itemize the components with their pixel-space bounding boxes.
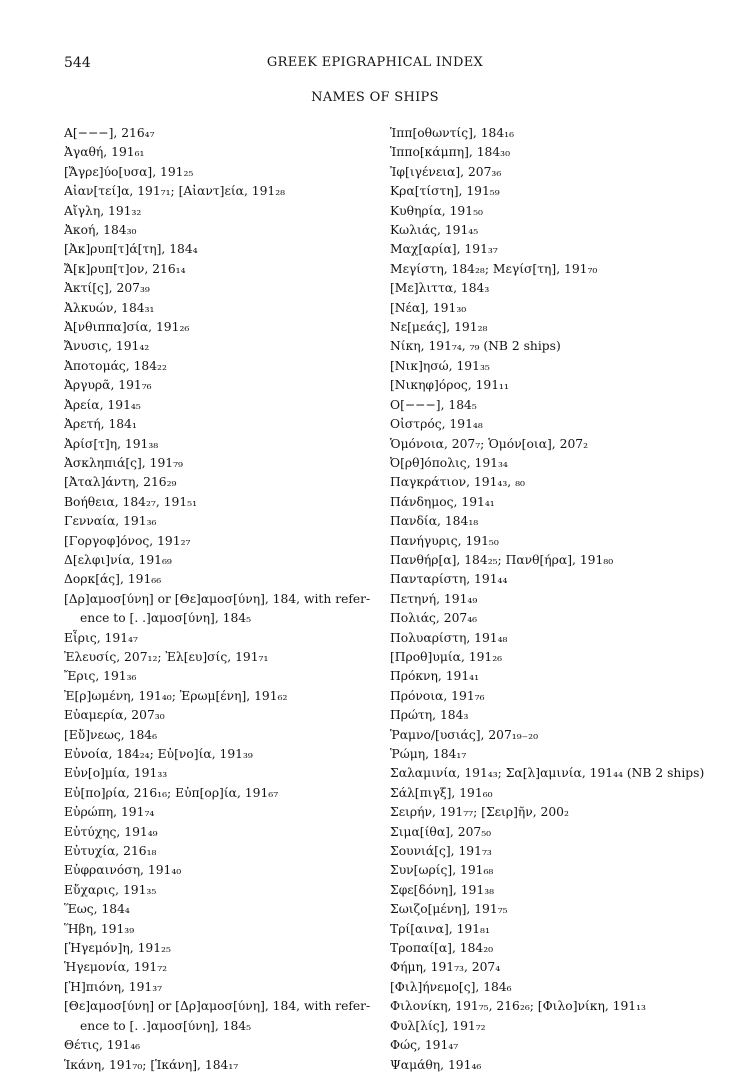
index-entry: Ἱκάνη, 191₇₀; [Ἱκάνη], 184₁₇ (64, 1057, 239, 1072)
index-entry: Αἴγλη, 191₃₂ (64, 203, 142, 218)
index-entry: Εὐνοία, 184₂₄; Εὐ[νο]ία, 191₃₉ (64, 747, 253, 761)
index-entry: Φιλονίκη, 191₇₅, 216₂₆; [Φιλο]νίκη, 191₁₃ (390, 999, 646, 1014)
index-entry: Συν[ωρίς], 191₆₈ (390, 863, 494, 878)
index-entry: Ἐ[ρ]ωμένη, 191₄₀; Ἐρωμ[ένη], 191₆₂ (64, 688, 288, 703)
index-entry: Ψαμάθη, 191₄₆ (390, 1057, 482, 1072)
index-entry: ence to [. .]αμοσ[ύνη], 184₅ (80, 1018, 252, 1033)
index-entry: Ἐλευσίς, 207₁₂; Ἐλ[ευ]σίς, 191₇₁ (64, 649, 269, 664)
index-entry: Πανδία, 184₁₈ (390, 514, 479, 529)
index-entry: Ἄνυσις, 191₄₂ (64, 339, 150, 354)
index-entry: Ἀποτομάς, 184₂₂ (64, 358, 167, 373)
index-entry: [Νέα], 191₃₀ (390, 300, 467, 315)
index-entry: Πανήγυρις, 191₅₀ (390, 533, 499, 548)
index-entry: Σάλ[πιγξ], 191₆₀ (390, 785, 493, 800)
index-entry: Πρόνοια, 191₇₆ (390, 688, 485, 703)
index-entry: Αἰαν[τεί]α, 191₇₁; [Αἰαντ]εία, 191₂₈ (64, 184, 286, 199)
index-entry: Βοήθεια, 184₂₇, 191₅₁ (64, 494, 198, 509)
index-entry: [Εὔ]νεως, 184₆ (64, 727, 158, 742)
index-entry: Πάνδημος, 191₄₁ (390, 494, 495, 509)
index-entry: Ἱππο[κάμπη], 184₃₀ (390, 145, 511, 160)
index-entry: Εὐαμερία, 207₃₀ (64, 708, 165, 723)
index-entry: Ἀρίσ[τ]η, 191₃₈ (64, 436, 159, 451)
index-entry: [Γοργοφ]όνος, 191₂₇ (64, 533, 191, 548)
index-entry: Τροπαί[α], 184₂₀ (390, 941, 494, 956)
index-entry: [Ἄγρε]ύο[υσα], 191₂₅ (64, 164, 194, 179)
index-entry: Πετηνή, 191₄₉ (390, 591, 478, 606)
index-entry: Θέτις, 191₄₆ (64, 1038, 141, 1053)
index-entry: [Ἀταλ]άντη, 216₂₉ (64, 475, 177, 490)
index-entry: [Νικηφ]όρος, 191₁₁ (390, 378, 509, 393)
index-entry: Σουνιά[ς], 191₇₃ (390, 844, 492, 859)
index-entry: Γενναία, 191₃₆ (64, 514, 157, 529)
index-entry: Ἥβη, 191₃₉ (64, 921, 135, 936)
index-entry: Ῥαμνο/[υσιάς], 207₁₉₋₂₀ (390, 727, 539, 742)
index-entry: Εὐρώπη, 191₇₄ (64, 805, 155, 820)
index-entry: Πολυαρίστη, 191₄₈ (390, 630, 508, 645)
index-entry: [Με]λιττα, 184₃ (390, 281, 490, 296)
index-entry: ence to [. .]αμοσ[ύνη], 184₅ (80, 611, 252, 626)
index-entry: Νίκη, 191₇₄, ₇₉ (NB 2 ships) (390, 339, 561, 354)
index-entry: Ο[−−−], 184₅ (390, 397, 477, 412)
index-entry: Ἀσκληπιά[ς], 191₇₉ (64, 455, 183, 470)
index-entry: Φυλ[λίς], 191₇₂ (390, 1018, 486, 1033)
index-entry: Ἀρετή, 184₁ (64, 417, 137, 432)
index-entry: Ἰφ[ιγένεια], 207₃₆ (390, 164, 502, 179)
index-entry: Φήμη, 191₇₃, 207₄ (390, 960, 501, 975)
index-entry: Δ[ελφι]νία, 191₆₉ (64, 552, 172, 567)
index-entry: Πολιάς, 207₄₆ (390, 611, 478, 626)
index-entry: [Νικ]ησώ, 191₃₅ (390, 358, 490, 373)
index-entry: Ὀ[ρθ]όπολις, 191₃₄ (390, 455, 508, 470)
index-entry: Ἀρεία, 191₄₅ (64, 397, 141, 412)
index-entry: Κρα[τίστη], 191₅₉ (390, 184, 500, 199)
index-entry: Ἀκτί[ς], 207₃₉ (64, 281, 150, 296)
index-entry: Νε[μεάς], 191₂₈ (390, 320, 488, 335)
index-entry: Σφε[δόνη], 191₃₈ (390, 882, 495, 897)
index-entry: [Προθ]υμία, 191₂₆ (390, 649, 503, 664)
page-number: 544 (64, 55, 91, 71)
index-entry: Ἀλκυών, 184₃₁ (64, 300, 155, 315)
index-entry: [Ἡ]πιόνη, 191₃₇ (64, 979, 163, 994)
index-entry: Σιμα[ίθα], 207₅₀ (390, 824, 492, 839)
index-entry: Σωιζο[μένη], 191₇₅ (390, 902, 508, 917)
index-entry: Ἀργυρᾶ, 191₇₆ (64, 378, 152, 393)
index-entry: Πρώτη, 184₃ (390, 708, 469, 723)
index-entry: Εὔχαρις, 191₃₅ (64, 882, 157, 897)
section-title: NAMES OF SHIPS (311, 90, 439, 105)
index-entry: Ἀγαθή, 191₆₁ (64, 145, 145, 160)
index-entry: Ἱππ[οθωντίς], 184₁₆ (390, 126, 515, 140)
index-entry: [Θε]αμοσ[ύνη] or [Δρ]αμοσ[ύνη], 184, with refer- (64, 999, 371, 1014)
index-entry: Ἀκοή, 184₃₀ (64, 223, 137, 238)
index-entry: Ἕως, 184₄ (64, 902, 130, 917)
index-entry: Σαλαμινία, 191₄₃; Σα[λ]αμινία, 191₄₄ (NB 2 ships) (390, 766, 705, 781)
index-entry: Εἶρις, 191₄₇ (64, 630, 138, 645)
running-title: GREEK EPIGRAPHICAL INDEX (266, 55, 484, 70)
index-entry: Α[−−−], 216₄₇ (64, 126, 155, 140)
index-entry: Σειρήν, 191₇₇; [Σειρ]ῆν, 200₂ (390, 805, 569, 820)
index-entry: Ἡγεμονία, 191₇₂ (64, 960, 168, 975)
index-entry: Κυθηρία, 191₅₀ (390, 203, 483, 218)
index-entry: Εὐ[πο]ρία, 216₁₆; Εὐπ[ορ]ία, 191₆₇ (64, 785, 279, 800)
left-index-column (64, 124, 369, 1075)
index-entry: Μεγίστη, 184₂₈; Μεγίσ[τη], 191₇₀ (390, 261, 598, 276)
right-index-column (390, 124, 710, 1075)
index-entry: Φώς, 191₄₇ (390, 1038, 459, 1053)
index-entry: Πανθήρ[α], 184₂₅; Πανθ[ήρα], 191₈₀ (390, 552, 614, 567)
index-entry: Ἀ[νθιππα]σία, 191₂₆ (64, 320, 190, 335)
index-entry: Εὐφραινόση, 191₄₀ (64, 863, 182, 878)
index-entry: Δορκ[άς], 191₆₆ (64, 572, 162, 587)
index-entry: [Δρ]αμοσ[ύνη] or [Θε]αμοσ[ύνη], 184, with refer- (64, 591, 371, 606)
index-entry: Πανταρίστη, 191₄₄ (390, 572, 508, 587)
index-entry: Ὁμόνοια, 207₇; Ὁμόν[οια], 207₂ (390, 436, 589, 451)
index-entry: Κωλιάς, 191₄₅ (390, 223, 479, 238)
index-entry: Εὐτυχία, 216₁₈ (64, 844, 157, 859)
index-entry: Μαχ[αρία], 191₃₇ (390, 242, 498, 257)
index-entry: [Φιλ]ήνεμο[ς], 184₆ (390, 979, 512, 994)
index-entry: Ἔρις, 191₃₆ (64, 669, 137, 684)
index-entry: Οἰστρός, 191₄₈ (390, 417, 483, 432)
index-entry: Πρόκνη, 191₄₁ (390, 669, 480, 684)
index-entry: [Ἡγεμόν]η, 191₂₅ (64, 941, 171, 956)
index-entry: Παγκράτιον, 191₄₃, ₈₀ (390, 475, 525, 490)
index-entry: Εὐτύχης, 191₄₉ (64, 824, 158, 839)
index-entry: Ῥώμη, 184₁₇ (390, 747, 467, 761)
index-entry: [Ἀκ]ρυπ[τ]ά[τη], 184₄ (64, 242, 198, 257)
index-entry: Εὐν[ο]μία, 191₃₃ (64, 766, 168, 781)
index-entry: Ἄ[κ]ρυπ[τ]ον, 216₁₄ (64, 261, 186, 276)
index-entry: Τρί[αινα], 191₈₁ (390, 921, 490, 936)
